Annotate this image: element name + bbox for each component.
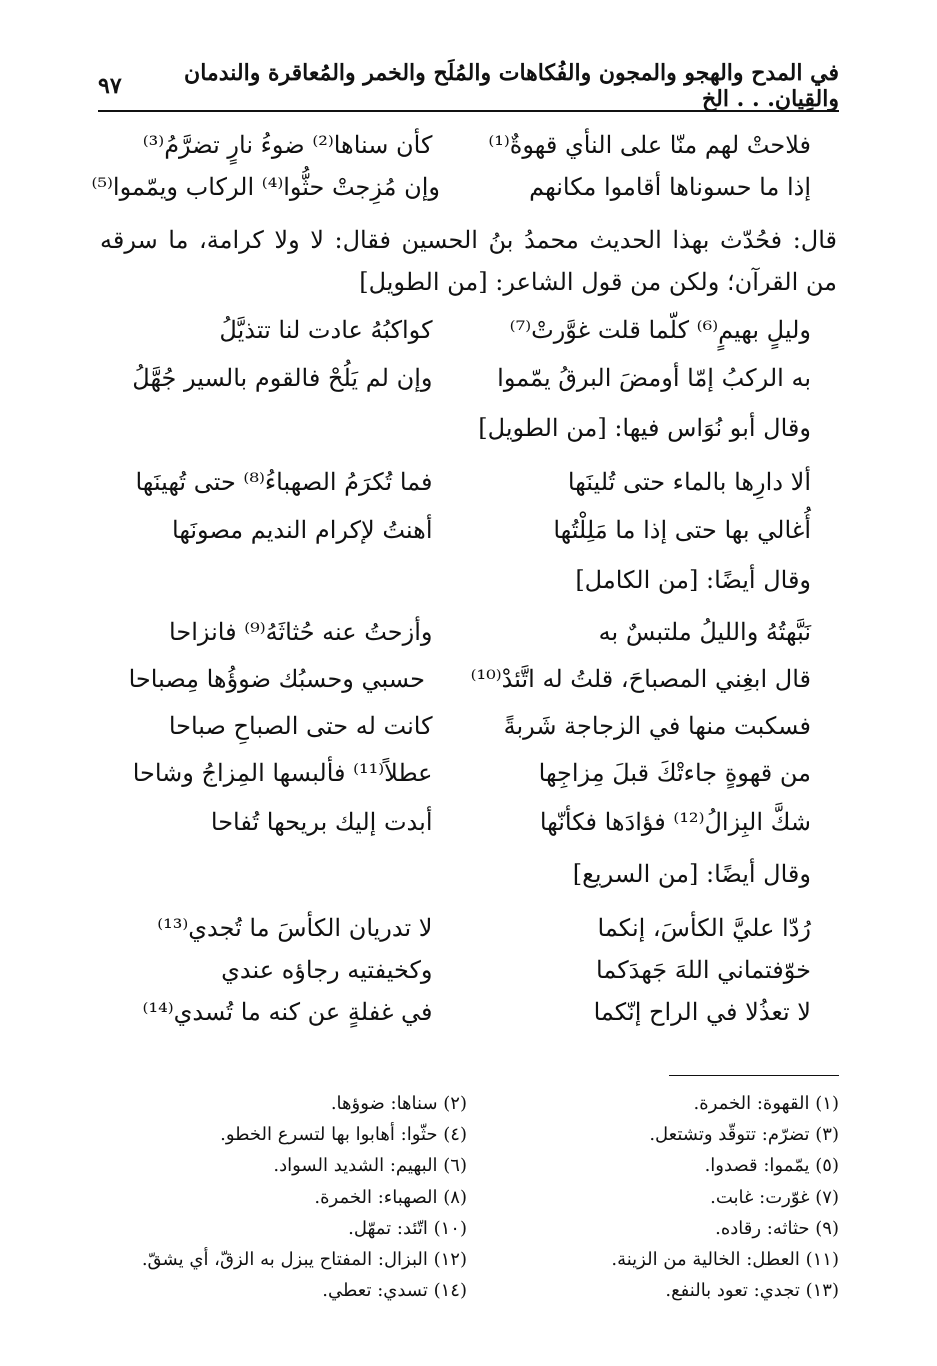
poem-intro: وقال أيضًا: [من السريع] [572,860,811,888]
footnote: (٦) البهيم: الشديد السواد. [273,1155,467,1177]
first-hemistich: ألا دارِها بالماء حتى تُلينَها [567,468,811,496]
verse-line [110,948,811,992]
footnote: (٥) يمّموا: قصدوا. [704,1155,839,1177]
prose-paragraph: قال: فحُدّث بهذا الحديث محمدُ بنُ الحسين فقال: لا ولا كرامة، ما سرقه من القرآن؛ ولكن من قول الشاعر: [من الطويل] [100,226,837,296]
first-hemistich: به الركبُ إمّا أومضَ البرقُ يمّموا [497,364,811,392]
first-hemistich: خوّفتماني اللهَ جَهدَكما [596,956,811,984]
verse-line [110,123,811,167]
footnotes-left-column [97,1088,467,1306]
footnote: (٨) الصهباء: الخمرة. [314,1186,467,1208]
page-number: ٩٧ [98,73,122,99]
second-hemistich: عطلاً⁽¹¹⁾ فألبسها المِزاجُ وشاحا [132,759,433,787]
second-hemistich: حسبي وحسبُك ضوؤُها مِصباحا [128,665,425,693]
first-hemistich: من قهوةٍ جاءتْكَ قبلَ مِزاجِها [538,759,811,787]
second-hemistich: كانت له حتى الصباحِ صباحا [168,712,433,740]
footnote: (١٣) تجدي: تعود بالنفع. [665,1280,839,1302]
verse-line [110,751,811,795]
verse-line [110,308,811,352]
second-hemistich: كواكبُهُ عادت لنا تتذيَّلُ [219,316,433,344]
verse-line [110,800,811,844]
poem-intro: وقال أيضًا: [من الكامل] [575,566,811,594]
second-hemistich: لا تدريان الكأسَ ما تُجدي⁽¹³⁾ [157,914,433,942]
second-hemistich: وكخيفتيه رجاؤه عندي [221,956,433,984]
first-hemistich: فسكبت منها في الزجاجة شَربةً [503,712,811,740]
footnote: (٢) سناها: ضوؤها. [330,1093,467,1114]
header-rule [98,110,839,112]
footnotes-right-column [539,1088,839,1306]
verse-line [110,990,811,1034]
verse-line [110,906,811,950]
footnote: (١) القهوة: الخمرة. [693,1093,839,1114]
verse-line [110,610,811,654]
poem-intro: وقال أبو نُوَاس فيها: [من الطويل] [478,414,811,442]
footnote: (١٠) اتّئد: تمهّل. [348,1217,467,1239]
verse-line [110,508,811,552]
footnote: (١١) العطل: الخالية من الزينة. [611,1249,839,1271]
footnote: (٤) حثّوا: أهابوا بها لتسرع الخطو. [220,1124,467,1146]
first-hemistich: أُغالي بها حتى إذا ما مَلِلْتُها [553,516,811,544]
verse-line [91,165,811,209]
second-hemistich: وإن مُزِجتْ حثُّوا⁽⁴⁾ الركاب ويمّموا⁽⁵⁾ [91,173,440,201]
verse-line [110,704,811,748]
second-hemistich: كأن سناها⁽²⁾ ضوءُ نارٍ تضرَّمُ⁽³⁾ [142,131,433,159]
verse-line [110,356,811,400]
footnote: (٣) تضرّم: تتوقّد وتشتعل. [649,1124,839,1146]
first-hemistich: شكَّ البِزالُ⁽¹²⁾ فؤادَها فكأنّها [539,808,811,836]
second-hemistich: أبدت إليك بريحها تُفاحا [210,808,433,836]
first-hemistich: إذا ما حسوناها أقاموا مكانهم [529,173,811,201]
footnote: (٩) حثاثه: رقاده. [715,1217,839,1239]
first-hemistich: نَبَّهتُهُ والليلُ ملتبسٌ به [598,618,811,646]
first-hemistich: لا تعذُلا في الراح إنّكما [593,998,811,1026]
first-hemistich: فلاحتْ لهم منّا على النأي قهوةٌ⁽¹⁾ [488,131,811,159]
header-title: في المدح والهجو والمجون والفُكاهات والمُلَح والخمر والمُعاقرة والندمان والقِيان. . . الخ [184,60,839,112]
verse-line [110,460,811,504]
verse-line [110,657,811,701]
first-hemistich: رُدّا عليَّ الكأسَ، إنكما [597,914,811,942]
second-hemistich: في غفلةٍ عن كنه ما تُسدي⁽¹⁴⁾ [142,998,433,1026]
second-hemistich: أهنتُ لإكرام النديم مصونَها [172,516,433,544]
footnote: (١٤) تسدي: تعطي. [322,1280,467,1302]
first-hemistich: وليلٍ بهيمٍ⁽⁶⁾ كلّما قلت غوَّرتْ⁽⁷⁾ [509,316,811,344]
footnote: (٧) غوّرت: غابت. [710,1186,839,1208]
second-hemistich: فما تُكرَمُ الصهباءُ⁽⁸⁾ حتى تُهينَها [135,468,433,496]
second-hemistich: وأزحتُ عنه حُثاثَهُ⁽⁹⁾ فانزاحا [169,618,433,646]
second-hemistich: وإن لم يَلُحْ فالقوم بالسير جُهَّلُ [132,364,433,392]
first-hemistich: قال ابغِني المصباحَ، قلتُ له اتَّئدْ⁽¹⁰⁾ [470,665,811,693]
footnote: (١٢) البزال: المفتاح يبزل به الزقّ، أي يشقّ. [141,1249,467,1271]
running-header [98,60,839,112]
